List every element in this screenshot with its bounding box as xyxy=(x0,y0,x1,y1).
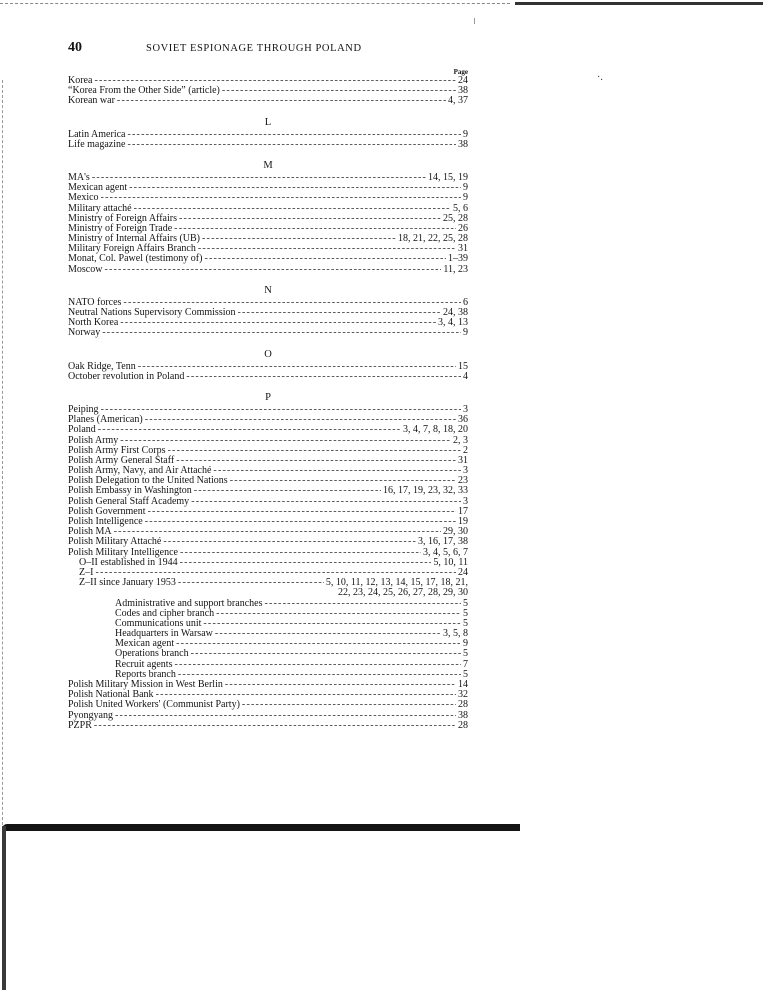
dot-leader xyxy=(191,497,461,507)
entry-term: Polish Army General Staff xyxy=(68,454,175,466)
entry-term: Military Foreign Affairs Branch xyxy=(68,243,196,255)
entry-pages: 16, 17, 19, 23, 32, 33 xyxy=(383,485,468,497)
section-letter: M xyxy=(263,159,273,171)
index-entry xyxy=(68,193,468,203)
dot-leader xyxy=(180,548,421,558)
entry-term: NATO forces xyxy=(68,296,122,308)
entry-term: Ministry of Internal Affairs (UB) xyxy=(68,233,201,245)
index-entry xyxy=(68,86,468,96)
entry-pages: 1–39 xyxy=(448,253,468,265)
dot-leader xyxy=(127,140,456,150)
dot-leader xyxy=(101,193,461,203)
entry-pages: 5 xyxy=(463,648,468,660)
dot-leader xyxy=(176,456,456,466)
entry-term: Peiping xyxy=(68,403,99,415)
entry-term: Military attaché xyxy=(68,202,132,214)
section-letter: O xyxy=(264,348,272,360)
entry-pages: 25, 28 xyxy=(443,212,468,224)
section-letter: L xyxy=(264,116,272,128)
dot-leader xyxy=(101,405,461,415)
index-entry xyxy=(68,711,468,721)
entry-pages: 5 xyxy=(463,617,468,629)
entry-term: Neutral Nations Supervisory Commission xyxy=(68,307,236,318)
dot-leader xyxy=(148,507,457,517)
index-entry xyxy=(68,318,468,328)
dot-leader xyxy=(179,214,441,224)
entry-pages: 7 xyxy=(463,658,468,670)
entry-pages: 19 xyxy=(458,516,468,527)
entry-term: PZPR xyxy=(68,719,92,731)
entry-pages: 3, 5, 8 xyxy=(443,628,468,640)
entry-pages: 3, 16, 17, 38 xyxy=(418,536,468,548)
dot-leader xyxy=(134,204,451,214)
dot-leader xyxy=(168,446,461,456)
entry-term: Operations branch xyxy=(115,648,189,660)
index-section xyxy=(68,284,468,339)
dot-leader xyxy=(222,86,456,96)
index-entry xyxy=(68,254,468,264)
entry-term: O–II established in 1944 xyxy=(79,556,178,568)
dot-leader xyxy=(242,700,456,710)
entry-pages: 31 xyxy=(458,454,468,466)
scan-speck: ·. xyxy=(597,72,603,83)
dot-leader xyxy=(120,318,436,328)
entry-term: Polish Army, Navy, and Air Attaché xyxy=(68,465,212,477)
entry-pages: 5, 6 xyxy=(453,202,468,214)
index-entry xyxy=(68,425,468,435)
entry-term: Polish Military Mission in West Berlin xyxy=(68,679,223,690)
entry-term: Korean war xyxy=(68,95,115,107)
index-entry xyxy=(68,558,468,568)
entry-term: Administrative and support branches xyxy=(115,597,263,609)
entry-pages: 9 xyxy=(463,128,468,140)
entry-term: Oak Ridge, Tenn xyxy=(68,360,136,372)
entry-pages: 9 xyxy=(463,192,468,204)
entry-term: Planes (American) xyxy=(68,414,143,426)
entry-pages: 11, 23 xyxy=(443,263,468,275)
scan-dashed-edge xyxy=(0,3,510,4)
entry-pages: 5 xyxy=(463,597,468,609)
entry-term: Moscow xyxy=(68,263,103,275)
index-section xyxy=(68,76,468,107)
dot-leader xyxy=(264,599,461,609)
dot-leader xyxy=(191,649,461,659)
scan-tick-mark xyxy=(474,18,475,24)
index-body xyxy=(68,76,468,731)
entry-term: MA's xyxy=(68,171,90,183)
dot-leader xyxy=(198,244,456,254)
entry-term: Pyongyang xyxy=(68,709,113,721)
dot-leader xyxy=(92,173,426,183)
index-entry xyxy=(68,130,468,140)
entry-pages: 28 xyxy=(458,719,468,731)
index-entry xyxy=(68,265,468,275)
index-entry xyxy=(68,700,468,710)
entry-pages: 3, 4, 13 xyxy=(438,317,468,329)
entry-term: Mexican agent xyxy=(68,182,128,194)
entry-term: Latin America xyxy=(68,128,126,140)
entry-pages: 3 xyxy=(463,465,468,477)
index-entry xyxy=(68,517,468,527)
entry-term: Korea xyxy=(68,75,93,86)
entry-pages: 38 xyxy=(458,709,468,721)
entry-term: Polish Government xyxy=(68,505,146,517)
index-section xyxy=(68,348,468,382)
scan-bottom-rule xyxy=(2,824,520,831)
dot-leader xyxy=(120,436,451,446)
entry-term: Polish Embassy in Washington xyxy=(68,485,192,497)
entry-term: Norway xyxy=(68,327,101,339)
entry-pages: 5, 10, 11 xyxy=(433,556,468,568)
page-column-heading: Page xyxy=(453,68,468,76)
entry-term: Codes and cipher branch xyxy=(115,607,215,619)
entry-term: Mexico xyxy=(68,192,99,204)
index-entry xyxy=(68,372,468,382)
dot-leader xyxy=(94,721,456,731)
dot-leader xyxy=(163,537,416,547)
dot-leader xyxy=(202,234,396,244)
entry-term: Polish National Bank xyxy=(68,689,154,701)
entry-term: Polish Delegation to the United Nations xyxy=(68,475,228,487)
dot-leader xyxy=(180,558,432,568)
index-page xyxy=(68,40,468,731)
dot-leader xyxy=(213,466,461,476)
entry-pages: 3, 4, 7, 8, 18, 20 xyxy=(403,424,468,436)
entry-pages: 9 xyxy=(463,327,468,339)
entry-pages: 5 xyxy=(463,668,468,680)
dot-leader xyxy=(115,711,456,721)
dot-leader xyxy=(114,527,441,537)
entry-pages: 38 xyxy=(458,85,468,97)
index-entry xyxy=(68,140,468,150)
entry-pages: 31 xyxy=(458,243,468,255)
entry-term: Polish Army First Corps xyxy=(68,444,166,456)
entry-pages: 26 xyxy=(458,222,468,234)
dot-leader xyxy=(138,362,456,372)
entry-term: Ministry of Foreign Trade xyxy=(68,222,173,234)
index-entry xyxy=(68,721,468,731)
running-title: SOVIET ESPIONAGE THROUGH POLAND xyxy=(146,43,362,54)
dot-leader xyxy=(194,486,381,496)
entry-term: Communications unit xyxy=(115,617,202,629)
entry-pages: 29, 30 xyxy=(443,526,468,538)
entry-term: Headquarters in Warsaw xyxy=(115,628,213,640)
dot-leader xyxy=(98,425,401,435)
dot-leader xyxy=(102,328,461,338)
entry-pages: 3 xyxy=(463,495,468,507)
entry-pages: 17 xyxy=(458,505,468,517)
entry-term: Life magazine xyxy=(68,138,126,150)
entry-pages: 38 xyxy=(458,138,468,150)
entry-term: Polish Military Attaché xyxy=(68,536,162,548)
entry-pages: 36 xyxy=(458,414,468,426)
dot-leader xyxy=(174,660,461,670)
entry-pages: 3 xyxy=(463,403,468,415)
dot-leader xyxy=(127,130,461,140)
entry-pages: 3, 4, 5, 6, 7 xyxy=(423,546,468,558)
entry-pages: 24 xyxy=(458,75,468,86)
entry-term: Monat, Col. Pawel (testimony of) xyxy=(68,253,203,265)
dot-leader xyxy=(204,254,446,264)
entry-pages: 23 xyxy=(458,475,468,487)
dot-leader xyxy=(186,372,461,382)
entry-pages: 15 xyxy=(458,360,468,372)
scan-bottom-corner xyxy=(2,826,6,990)
entry-term: October revolution in Poland xyxy=(68,370,185,382)
entry-term: Polish Military Intelligence xyxy=(68,546,178,558)
index-entry xyxy=(68,183,468,193)
entry-term: Recruit agents xyxy=(115,658,173,670)
dot-leader xyxy=(203,619,461,629)
entry-term: Mexican agent xyxy=(115,638,175,650)
entry-pages: 14, 15, 19 xyxy=(428,171,468,183)
entry-term: Polish Army xyxy=(68,434,119,446)
index-entry xyxy=(68,328,468,338)
scan-dark-edge xyxy=(515,2,763,5)
entry-term: “Korea From the Other Side” (article) xyxy=(68,85,220,97)
entry-term: Z–I xyxy=(79,566,94,578)
entry-pages: 2 xyxy=(463,444,468,456)
page-number: 40 xyxy=(68,40,82,55)
entry-term: Polish United Workers' (Communist Party) xyxy=(68,699,240,711)
entry-pages: 4, 37 xyxy=(448,95,468,107)
section-letter: P xyxy=(265,391,271,403)
dot-leader xyxy=(176,639,461,649)
entry-term: Z–II since January 1953 xyxy=(79,577,176,589)
dot-leader xyxy=(215,629,441,639)
entry-pages: 32 xyxy=(458,689,468,701)
entry-pages: 28 xyxy=(458,699,468,711)
entry-term: Polish Intelligence xyxy=(68,516,143,527)
section-letter: N xyxy=(264,284,272,296)
index-section xyxy=(68,159,468,275)
index-entry xyxy=(68,173,468,183)
dot-leader xyxy=(129,183,461,193)
running-head xyxy=(68,40,468,62)
index-entry xyxy=(68,96,468,106)
entry-pages: 6 xyxy=(463,296,468,308)
entry-term: Reports branch xyxy=(115,668,176,680)
dot-leader xyxy=(117,96,446,106)
index-entry xyxy=(68,308,468,318)
entry-term: Polish General Staff Academy xyxy=(68,495,190,507)
index-section xyxy=(68,391,468,731)
entry-term: Polish MA xyxy=(68,526,112,538)
dot-leader xyxy=(238,308,442,318)
entry-pages: 14 xyxy=(458,679,468,690)
dot-leader xyxy=(104,265,441,275)
entry-pages: 5 xyxy=(463,607,468,619)
dot-leader xyxy=(145,517,456,527)
index-section xyxy=(68,116,468,150)
entry-term: Ministry of Foreign Affairs xyxy=(68,212,177,224)
entry-term: Poland xyxy=(68,424,96,436)
entry-pages-continued: 22, 23, 24, 25, 26, 27, 28, 29, 30 xyxy=(338,587,468,599)
entry-pages: 9 xyxy=(463,182,468,194)
dot-leader xyxy=(216,609,461,619)
entry-pages: 24, 38 xyxy=(443,307,468,318)
entry-pages: 18, 21, 22, 25, 28 xyxy=(398,233,468,245)
entry-term: North Korea xyxy=(68,317,119,329)
entry-pages: 9 xyxy=(463,638,468,650)
entry-pages: 24 xyxy=(458,566,468,578)
dot-leader xyxy=(178,578,324,588)
scan-top-border xyxy=(0,2,763,6)
entry-pages: 2, 3 xyxy=(453,434,468,446)
entry-pages: 4 xyxy=(463,370,468,382)
dot-leader xyxy=(225,680,456,690)
scan-left-edge xyxy=(2,80,3,840)
entry-pages: 5, 10, 11, 12, 13, 14, 15, 17, 18, 21, xyxy=(325,577,468,589)
